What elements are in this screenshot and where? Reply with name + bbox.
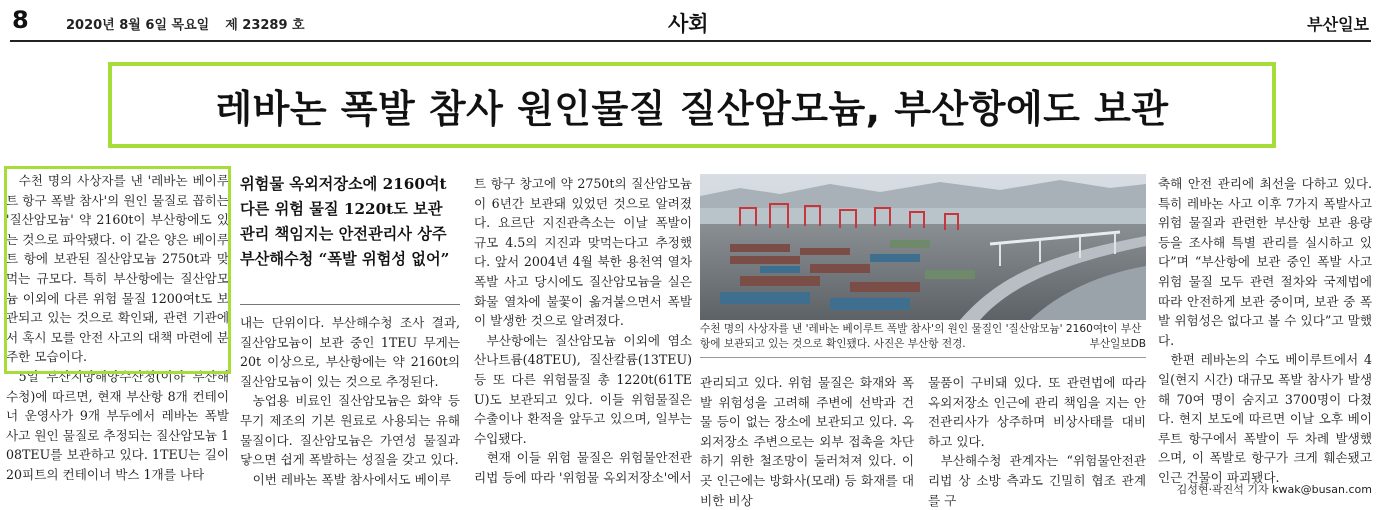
paragraph: 수천 명의 사상자를 낸 '레바논 베이루트 항구 폭발 참사'의 원인 물질로 꼽히는 '질산암모늄' 약 2160t이 부산항에도 있는 것으로 파악됐다. 이 같은 양은 베이루트 항에 보관된 질산암모늄 2750t과 맞먹는 규모다. 특히 부산항에는 질산암모늄 이외에 다른 위험 물질 1200여t도 보관되고 있는 것으로 확인돼, 관련 기관에서 혹시 모를 안전 사고의 대책 마련에 분주한 모습이다.	[6, 173, 229, 365]
paragraph: 부산항에는 질산암모늄 이외에 염소산나트륨(48TEU), 질산칼륨(13TEU) 등 또 다른 위험물질 총 1220t(61TEU)도 보관되고 있다. 이들 위험물질은 수출이나 환적을 앞두고 있으며, 일부는 수입됐다.	[474, 332, 692, 446]
byline: 김성현·곽진석 기자 kwak@busan.com	[1176, 483, 1372, 496]
paragraph: 물품이 구비돼 있다. 또 관련법에 따라 옥외저장소 인근에 관리 책임을 지는 안전관리사가 상주하며 비상사태를 대비하고 있다.	[928, 375, 1146, 449]
subheadline-line: 부산해수청 “폭발 위험성 없어”	[240, 250, 450, 268]
paragraph: 관리되고 있다. 위험 물질은 화재와 폭발 위험성을 고려해 주변에 선박과 건물 등이 없는 장소에 보관되고 있다. 옥외저장소 주변으로는 외부 접촉을 차단하기 위한 철조망이 둘러쳐져 있다. 이곳 인근에는 방화사(모래) 등 화재를 대비한 비상	[700, 375, 914, 508]
article-headline: 레바논 폭발 참사 원인물질 질산암모늄, 부산항에도 보관	[215, 86, 1169, 131]
paragraph: 내는 단위이다. 부산해수청 조사 결과, 질산암모늄이 보관 중인 1TEU 무게는 20t 이상으로, 부산항에는 약 2160t의 질산암모늄이 있는 것으로 추정된다.	[240, 315, 460, 389]
headline-highlight-box	[108, 62, 1276, 148]
caption-rule	[700, 357, 1146, 358]
paper-name: 부산일보	[1307, 15, 1369, 34]
article-column-5	[928, 373, 1146, 508]
subheadline-line: 위험물 옥외저장소에 2160여t	[240, 175, 447, 193]
article-column-3	[474, 174, 692, 503]
photo-caption	[700, 322, 1146, 352]
paragraph: 농업용 비료인 질산암모늄은 화약 등 무기 제조의 기본 원료로 사용되는 유해물질이다. 질산암모늄은 가연성 물질과 닿으면 쉽게 폭발하는 성질을 갖고 있다.	[240, 393, 460, 468]
publication-date: 2020년 8월 6일 목요일	[66, 18, 210, 33]
subheadline-rule	[240, 304, 460, 305]
subheadline-line: 다른 위험 물질 1220t도 보관	[240, 200, 443, 218]
paragraph: 축해 안전 관리에 최선을 다하고 있다. 특히 레바논 사고 이후 7가지 폭발사고 위험 물질과 관련한 부산항 보관 용량 등을 조사해 특별 관리를 실시하고 있다”며 “부산항에 보관 중인 폭발 사고 위험 물질 모두 관련 절차와 국제법에 따라 안전하게 보관 중이며, 보관 중 폭발 위험성은 없다고 볼 수 있다”고 말했다.	[1158, 176, 1372, 348]
paragraph: 5일 부산지방해양수산청(이하 부산해수청)에 따르면, 현재 부산항 8개 컨테이너 운영사가 9개 부두에서 레바논 폭발 사고 원인 물질로 추정되는 질산암모늄 108TEU를 보관하고 있다. 1TEU는 길이 20피트의 컨테이너 박스 1개를 나타	[6, 368, 229, 482]
article-column-2	[240, 313, 460, 503]
masthead	[0, 0, 1381, 40]
page-number: 8	[12, 6, 29, 34]
port-photo	[700, 174, 1146, 320]
paragraph: 트 항구 창고에 약 2750t의 질산암모늄이 6년간 보관돼 있었던 것으로 알려졌다. 요르단 지진관측소는 이날 폭발이 규모 4.5의 지진과 맞먹는다고 추정했다. 앞서 2004년 4월 북한 용천역 열차 폭발 사고 당시에도 질산암모늄을 실은 화물 열차에 불꽃이 옮겨붙으면서 폭발이 발생한 것으로 알려졌다.	[474, 176, 692, 329]
article-column-4	[700, 373, 914, 508]
paragraph: 한편 레바논의 수도 베이루트에서 4일(현지 시간) 대규모 폭발 참사가 발생해 70여 명이 숨지고 3700명이 다쳤다. 현지 보도에 따르면 이날 오후 베이루트 항구에서 폭발이 두 차례 발생했으며, 이 폭발로 항구가 크게 훼손됐고 인근 건물이 파괴됐다.	[1158, 352, 1372, 485]
paragraph: 부산해수청 관계자는 “위험물안전관리법 상 소방 측과도 긴밀히 협조 관계를 구	[928, 453, 1146, 508]
paragraph: 현재 이들 위험 물질은 위험물안전관리법 등에 따라 '위험물 옥외저장소'에서	[474, 450, 692, 485]
masthead-rule	[10, 40, 1371, 42]
photo-credit: 부산일보DB	[1089, 338, 1146, 350]
date-line	[66, 14, 305, 33]
subheadline-line: 관리 책임지는 안전관리사 상주	[240, 225, 447, 243]
issue-number: 제 23289 호	[225, 18, 305, 33]
article-column-1	[6, 171, 229, 503]
paragraph: 이번 레바논 폭발 참사에서도 베이루	[252, 471, 452, 487]
caption-text: 수천 명의 사상자를 낸 '레바논 베이루트 폭발 참사'의 원인 물질인 '질산암모늄' 2160여t이 부산항에 보관되고 있는 것으로 확인됐다. 사진은 부산항 전경.	[700, 323, 1142, 350]
section-title: 사회	[668, 12, 709, 36]
subheadline	[240, 172, 460, 272]
article-column-6	[1158, 174, 1372, 485]
